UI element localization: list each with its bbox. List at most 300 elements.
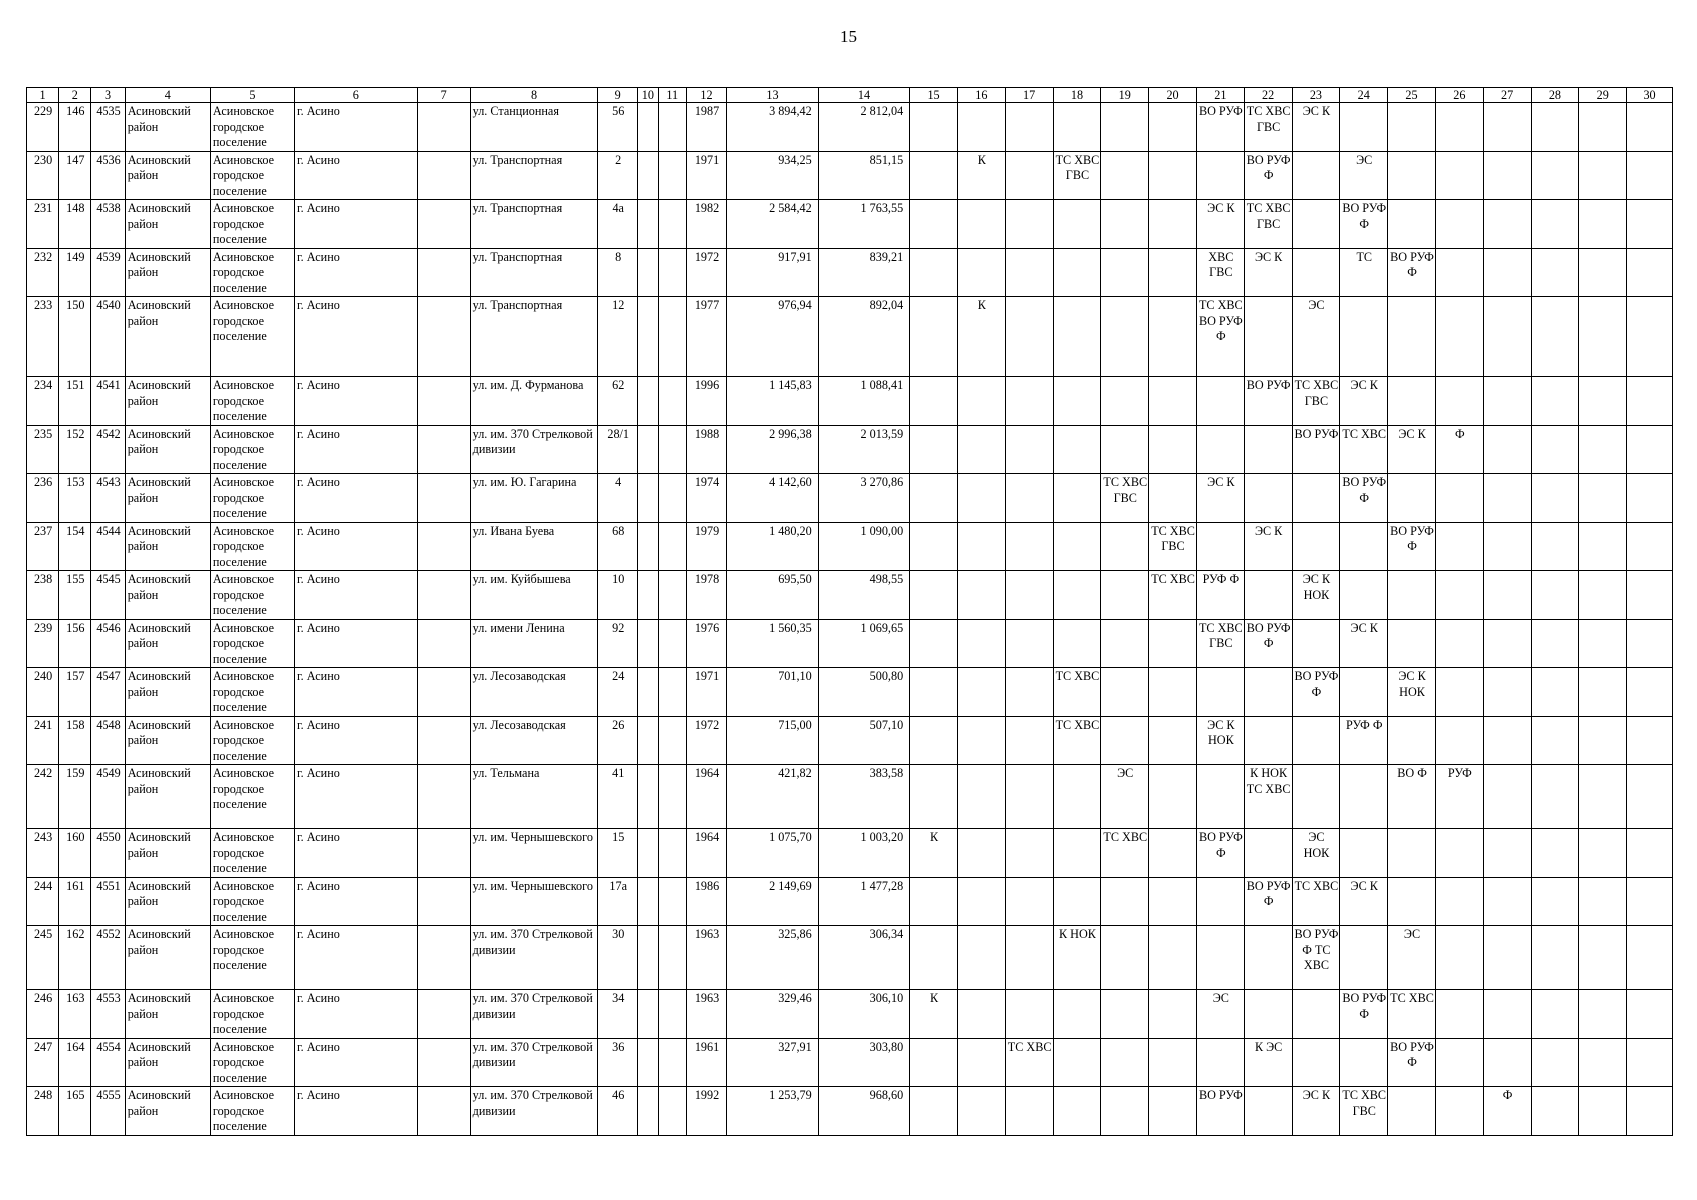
cell-col-5: Асиновское городское поселение <box>210 668 294 717</box>
cell-col-17 <box>1005 877 1053 926</box>
cell-col-19 <box>1101 619 1149 668</box>
cell-col-7 <box>417 1038 470 1087</box>
cell-col-4: Асиновский район <box>125 668 210 717</box>
cell-col-16 <box>957 571 1005 620</box>
cell-col-30 <box>1627 990 1673 1039</box>
cell-col-4: Асиновский район <box>125 571 210 620</box>
cell-col-1: 233 <box>27 297 59 377</box>
column-header-10: 10 <box>637 88 658 103</box>
cell-col-5: Асиновское городское поселение <box>210 377 294 426</box>
cell-col-29 <box>1579 668 1627 717</box>
cell-col-26 <box>1435 474 1483 523</box>
cell-col-6: г. Асино <box>295 765 418 829</box>
cell-col-21: ТС ХВС ГВС <box>1196 619 1244 668</box>
cell-col-13: 421,82 <box>727 765 818 829</box>
cell-col-30 <box>1627 926 1673 990</box>
cell-col-25: ВО РУФ Ф <box>1388 522 1436 571</box>
cell-col-9: 4 <box>598 474 637 523</box>
cell-col-23 <box>1292 619 1340 668</box>
table-row <box>27 990 1673 1039</box>
cell-col-15 <box>910 103 958 152</box>
cell-col-2: 165 <box>59 1087 91 1136</box>
cell-col-28 <box>1531 103 1579 152</box>
cell-col-29 <box>1579 377 1627 426</box>
table-row <box>27 151 1673 200</box>
cell-col-30 <box>1627 619 1673 668</box>
table-row <box>27 619 1673 668</box>
cell-col-8: ул. им. Ю. Гагарина <box>470 474 598 523</box>
cell-col-11 <box>658 151 686 200</box>
cell-col-1: 243 <box>27 829 59 878</box>
column-header-9: 9 <box>598 88 637 103</box>
cell-col-28 <box>1531 926 1579 990</box>
cell-col-19: ЭС <box>1101 765 1149 829</box>
cell-col-30 <box>1627 829 1673 878</box>
cell-col-10 <box>637 522 658 571</box>
cell-col-7 <box>417 1087 470 1136</box>
cell-col-10 <box>637 377 658 426</box>
cell-col-21: ЭС К <box>1196 474 1244 523</box>
cell-col-8: ул. Транспортная <box>470 248 598 297</box>
cell-col-26 <box>1435 377 1483 426</box>
cell-col-4: Асиновский район <box>125 877 210 926</box>
cell-col-9: 15 <box>598 829 637 878</box>
table-row <box>27 668 1673 717</box>
cell-col-18: ТС ХВС <box>1053 716 1101 765</box>
cell-col-6: г. Асино <box>295 474 418 523</box>
column-number-header <box>27 88 1673 103</box>
cell-col-14: 306,10 <box>818 990 909 1039</box>
cell-col-3: 4549 <box>91 765 125 829</box>
cell-col-11 <box>658 765 686 829</box>
cell-col-15 <box>910 377 958 426</box>
cell-col-5: Асиновское городское поселение <box>210 990 294 1039</box>
cell-col-15: К <box>910 990 958 1039</box>
column-header-2: 2 <box>59 88 91 103</box>
cell-col-30 <box>1627 151 1673 200</box>
cell-col-30 <box>1627 877 1673 926</box>
cell-col-9: 62 <box>598 377 637 426</box>
cell-col-26 <box>1435 103 1483 152</box>
cell-col-3: 4538 <box>91 200 125 249</box>
cell-col-19: ТС ХВС <box>1101 829 1149 878</box>
cell-col-2: 162 <box>59 926 91 990</box>
cell-col-18: ТС ХВС <box>1053 668 1101 717</box>
cell-col-29 <box>1579 103 1627 152</box>
cell-col-20 <box>1149 668 1197 717</box>
cell-col-29 <box>1579 248 1627 297</box>
cell-col-21: ЭС К <box>1196 200 1244 249</box>
cell-col-28 <box>1531 200 1579 249</box>
cell-col-13: 934,25 <box>727 151 818 200</box>
cell-col-21: ЭС К НОК <box>1196 716 1244 765</box>
cell-col-9: 10 <box>598 571 637 620</box>
cell-col-20 <box>1149 716 1197 765</box>
cell-col-13: 327,91 <box>727 1038 818 1087</box>
cell-col-16 <box>957 1087 1005 1136</box>
cell-col-9: 12 <box>598 297 637 377</box>
cell-col-19 <box>1101 668 1149 717</box>
cell-col-5: Асиновское городское поселение <box>210 571 294 620</box>
cell-col-21: ВО РУФ Ф <box>1196 829 1244 878</box>
cell-col-5: Асиновское городское поселение <box>210 248 294 297</box>
cell-col-15 <box>910 877 958 926</box>
cell-col-18 <box>1053 829 1101 878</box>
cell-col-17 <box>1005 1087 1053 1136</box>
cell-col-12: 1971 <box>686 151 727 200</box>
cell-col-13: 1 480,20 <box>727 522 818 571</box>
cell-col-13: 1 075,70 <box>727 829 818 878</box>
cell-col-29 <box>1579 522 1627 571</box>
cell-col-6: г. Асино <box>295 151 418 200</box>
cell-col-11 <box>658 1038 686 1087</box>
cell-col-2: 148 <box>59 200 91 249</box>
cell-col-22: ВО РУФ Ф <box>1244 619 1292 668</box>
cell-col-9: 26 <box>598 716 637 765</box>
cell-col-20: ТС ХВС <box>1149 571 1197 620</box>
cell-col-20 <box>1149 619 1197 668</box>
cell-col-7 <box>417 425 470 474</box>
cell-col-25 <box>1388 619 1436 668</box>
cell-col-11 <box>658 829 686 878</box>
cell-col-28 <box>1531 571 1579 620</box>
cell-col-14: 1 477,28 <box>818 877 909 926</box>
cell-col-8: ул. Транспортная <box>470 297 598 377</box>
cell-col-5: Асиновское городское поселение <box>210 765 294 829</box>
cell-col-2: 157 <box>59 668 91 717</box>
cell-col-30 <box>1627 425 1673 474</box>
cell-col-13: 2 584,42 <box>727 200 818 249</box>
cell-col-11 <box>658 200 686 249</box>
cell-col-3: 4542 <box>91 425 125 474</box>
table-row <box>27 200 1673 249</box>
cell-col-20: ТС ХВС ГВС <box>1149 522 1197 571</box>
cell-col-27 <box>1483 1038 1531 1087</box>
cell-col-1: 230 <box>27 151 59 200</box>
cell-col-13: 695,50 <box>727 571 818 620</box>
cell-col-24 <box>1340 765 1388 829</box>
cell-col-18 <box>1053 103 1101 152</box>
cell-col-15 <box>910 619 958 668</box>
cell-col-1: 240 <box>27 668 59 717</box>
column-header-14: 14 <box>818 88 909 103</box>
cell-col-14: 3 270,86 <box>818 474 909 523</box>
cell-col-6: г. Асино <box>295 377 418 426</box>
cell-col-25 <box>1388 200 1436 249</box>
cell-col-20 <box>1149 248 1197 297</box>
cell-col-7 <box>417 926 470 990</box>
cell-col-15 <box>910 926 958 990</box>
cell-col-29 <box>1579 425 1627 474</box>
cell-col-7 <box>417 377 470 426</box>
cell-col-18 <box>1053 619 1101 668</box>
cell-col-24: ВО РУФ Ф <box>1340 474 1388 523</box>
cell-col-14: 839,21 <box>818 248 909 297</box>
cell-col-13: 4 142,60 <box>727 474 818 523</box>
cell-col-17 <box>1005 248 1053 297</box>
cell-col-11 <box>658 990 686 1039</box>
cell-col-18 <box>1053 571 1101 620</box>
cell-col-17 <box>1005 716 1053 765</box>
cell-col-3: 4552 <box>91 926 125 990</box>
cell-col-22 <box>1244 571 1292 620</box>
table-row <box>27 474 1673 523</box>
column-header-19: 19 <box>1101 88 1149 103</box>
cell-col-28 <box>1531 829 1579 878</box>
cell-col-19 <box>1101 248 1149 297</box>
cell-col-2: 161 <box>59 877 91 926</box>
cell-col-17 <box>1005 474 1053 523</box>
cell-col-18: ТС ХВС ГВС <box>1053 151 1101 200</box>
column-header-21: 21 <box>1196 88 1244 103</box>
cell-col-25: ВО РУФ Ф <box>1388 1038 1436 1087</box>
table-row <box>27 522 1673 571</box>
cell-col-16 <box>957 926 1005 990</box>
cell-col-12: 1972 <box>686 248 727 297</box>
cell-col-19 <box>1101 716 1149 765</box>
cell-col-14: 507,10 <box>818 716 909 765</box>
cell-col-11 <box>658 297 686 377</box>
column-header-26: 26 <box>1435 88 1483 103</box>
cell-col-19 <box>1101 425 1149 474</box>
cell-col-18 <box>1053 377 1101 426</box>
cell-col-27 <box>1483 926 1531 990</box>
cell-col-13: 1 145,83 <box>727 377 818 426</box>
cell-col-25 <box>1388 297 1436 377</box>
cell-col-14: 306,34 <box>818 926 909 990</box>
cell-col-16 <box>957 619 1005 668</box>
cell-col-15 <box>910 765 958 829</box>
cell-col-10 <box>637 765 658 829</box>
cell-col-28 <box>1531 619 1579 668</box>
cell-col-13: 329,46 <box>727 990 818 1039</box>
cell-col-29 <box>1579 877 1627 926</box>
cell-col-22: ТС ХВС ГВС <box>1244 103 1292 152</box>
cell-col-21: ВО РУФ <box>1196 1087 1244 1136</box>
cell-col-16 <box>957 103 1005 152</box>
cell-col-21 <box>1196 425 1244 474</box>
cell-col-6: г. Асино <box>295 619 418 668</box>
cell-col-9: 30 <box>598 926 637 990</box>
cell-col-1: 231 <box>27 200 59 249</box>
column-header-16: 16 <box>957 88 1005 103</box>
cell-col-5: Асиновское городское поселение <box>210 522 294 571</box>
cell-col-29 <box>1579 297 1627 377</box>
cell-col-17 <box>1005 829 1053 878</box>
cell-col-11 <box>658 571 686 620</box>
cell-col-22 <box>1244 926 1292 990</box>
cell-col-30 <box>1627 1087 1673 1136</box>
cell-col-9: 56 <box>598 103 637 152</box>
cell-col-7 <box>417 200 470 249</box>
cell-col-11 <box>658 522 686 571</box>
column-header-4: 4 <box>125 88 210 103</box>
cell-col-11 <box>658 619 686 668</box>
cell-col-2: 152 <box>59 425 91 474</box>
cell-col-12: 1971 <box>686 668 727 717</box>
cell-col-30 <box>1627 668 1673 717</box>
cell-col-26 <box>1435 571 1483 620</box>
cell-col-18 <box>1053 990 1101 1039</box>
cell-col-3: 4541 <box>91 377 125 426</box>
cell-col-4: Асиновский район <box>125 1038 210 1087</box>
cell-col-18 <box>1053 425 1101 474</box>
cell-col-18 <box>1053 765 1101 829</box>
cell-col-21 <box>1196 151 1244 200</box>
cell-col-6: г. Асино <box>295 990 418 1039</box>
cell-col-13: 715,00 <box>727 716 818 765</box>
cell-col-5: Асиновское городское поселение <box>210 877 294 926</box>
cell-col-14: 1 090,00 <box>818 522 909 571</box>
column-header-25: 25 <box>1388 88 1436 103</box>
cell-col-26 <box>1435 522 1483 571</box>
cell-col-15 <box>910 571 958 620</box>
cell-col-10 <box>637 668 658 717</box>
cell-col-1: 235 <box>27 425 59 474</box>
cell-col-6: г. Асино <box>295 248 418 297</box>
cell-col-26 <box>1435 1038 1483 1087</box>
cell-col-20 <box>1149 151 1197 200</box>
cell-col-4: Асиновский район <box>125 716 210 765</box>
cell-col-23: ВО РУФ Ф <box>1292 668 1340 717</box>
cell-col-27: Ф <box>1483 1087 1531 1136</box>
cell-col-8: ул. имени Ленина <box>470 619 598 668</box>
cell-col-21: ХВС ГВС <box>1196 248 1244 297</box>
cell-col-9: 36 <box>598 1038 637 1087</box>
cell-col-23 <box>1292 990 1340 1039</box>
cell-col-22 <box>1244 1087 1292 1136</box>
cell-col-12: 1978 <box>686 571 727 620</box>
cell-col-22 <box>1244 474 1292 523</box>
cell-col-19 <box>1101 200 1149 249</box>
cell-col-3: 4543 <box>91 474 125 523</box>
cell-col-21: ЭС <box>1196 990 1244 1039</box>
cell-col-8: ул. им. 370 Стрелковой дивизии <box>470 1087 598 1136</box>
cell-col-8: ул. им. 370 Стрелковой дивизии <box>470 990 598 1039</box>
cell-col-28 <box>1531 248 1579 297</box>
cell-col-22: К НОК ТС ХВС <box>1244 765 1292 829</box>
cell-col-23 <box>1292 716 1340 765</box>
cell-col-4: Асиновский район <box>125 248 210 297</box>
cell-col-12: 1974 <box>686 474 727 523</box>
cell-col-10 <box>637 103 658 152</box>
cell-col-26 <box>1435 1087 1483 1136</box>
cell-col-3: 4539 <box>91 248 125 297</box>
cell-col-10 <box>637 829 658 878</box>
column-header-7: 7 <box>417 88 470 103</box>
cell-col-11 <box>658 474 686 523</box>
cell-col-22 <box>1244 716 1292 765</box>
cell-col-22: ВО РУФ <box>1244 377 1292 426</box>
column-header-8: 8 <box>470 88 598 103</box>
cell-col-2: 151 <box>59 377 91 426</box>
cell-col-12: 1961 <box>686 1038 727 1087</box>
cell-col-12: 1979 <box>686 522 727 571</box>
cell-col-25 <box>1388 1087 1436 1136</box>
cell-col-23: ЭС <box>1292 297 1340 377</box>
cell-col-1: 242 <box>27 765 59 829</box>
cell-col-22: ЭС К <box>1244 522 1292 571</box>
cell-col-25 <box>1388 377 1436 426</box>
cell-col-14: 892,04 <box>818 297 909 377</box>
cell-col-9: 4а <box>598 200 637 249</box>
cell-col-6: г. Асино <box>295 297 418 377</box>
cell-col-29 <box>1579 829 1627 878</box>
cell-col-29 <box>1579 474 1627 523</box>
cell-col-20 <box>1149 877 1197 926</box>
cell-col-15 <box>910 1087 958 1136</box>
cell-col-30 <box>1627 103 1673 152</box>
cell-col-7 <box>417 248 470 297</box>
cell-col-10 <box>637 716 658 765</box>
cell-col-8: ул. им. 370 Стрелковой дивизии <box>470 1038 598 1087</box>
cell-col-8: ул. Станционная <box>470 103 598 152</box>
cell-col-4: Асиновский район <box>125 619 210 668</box>
cell-col-15 <box>910 248 958 297</box>
cell-col-29 <box>1579 990 1627 1039</box>
cell-col-3: 4548 <box>91 716 125 765</box>
cell-col-24: ВО РУФ Ф <box>1340 200 1388 249</box>
cell-col-7 <box>417 877 470 926</box>
cell-col-29 <box>1579 765 1627 829</box>
cell-col-21: ТС ХВС ВО РУФ Ф <box>1196 297 1244 377</box>
cell-col-13: 325,86 <box>727 926 818 990</box>
cell-col-6: г. Асино <box>295 668 418 717</box>
cell-col-17 <box>1005 103 1053 152</box>
cell-col-30 <box>1627 377 1673 426</box>
cell-col-6: г. Асино <box>295 425 418 474</box>
cell-col-6: г. Асино <box>295 829 418 878</box>
cell-col-13: 2 149,69 <box>727 877 818 926</box>
cell-col-27 <box>1483 571 1531 620</box>
cell-col-16 <box>957 668 1005 717</box>
page-number: 15 <box>840 27 857 46</box>
cell-col-17 <box>1005 377 1053 426</box>
cell-col-27 <box>1483 990 1531 1039</box>
cell-col-20 <box>1149 297 1197 377</box>
cell-col-30 <box>1627 474 1673 523</box>
cell-col-1: 245 <box>27 926 59 990</box>
cell-col-5: Асиновское городское поселение <box>210 151 294 200</box>
cell-col-8: ул. Транспортная <box>470 151 598 200</box>
cell-col-26: РУФ <box>1435 765 1483 829</box>
column-header-27: 27 <box>1483 88 1531 103</box>
cell-col-5: Асиновское городское поселение <box>210 716 294 765</box>
cell-col-1: 241 <box>27 716 59 765</box>
cell-col-3: 4536 <box>91 151 125 200</box>
cell-col-1: 238 <box>27 571 59 620</box>
cell-col-10 <box>637 990 658 1039</box>
cell-col-15 <box>910 522 958 571</box>
cell-col-17 <box>1005 668 1053 717</box>
cell-col-6: г. Асино <box>295 716 418 765</box>
cell-col-23: ЭС НОК <box>1292 829 1340 878</box>
cell-col-22: К ЭС <box>1244 1038 1292 1087</box>
cell-col-2: 147 <box>59 151 91 200</box>
cell-col-5: Асиновское городское поселение <box>210 200 294 249</box>
cell-col-6: г. Асино <box>295 1087 418 1136</box>
cell-col-16 <box>957 1038 1005 1087</box>
cell-col-23: ЭС К <box>1292 103 1340 152</box>
cell-col-14: 968,60 <box>818 1087 909 1136</box>
column-header-28: 28 <box>1531 88 1579 103</box>
cell-col-7 <box>417 103 470 152</box>
cell-col-9: 24 <box>598 668 637 717</box>
cell-col-20 <box>1149 926 1197 990</box>
cell-col-16 <box>957 829 1005 878</box>
cell-col-15 <box>910 425 958 474</box>
cell-col-17 <box>1005 151 1053 200</box>
